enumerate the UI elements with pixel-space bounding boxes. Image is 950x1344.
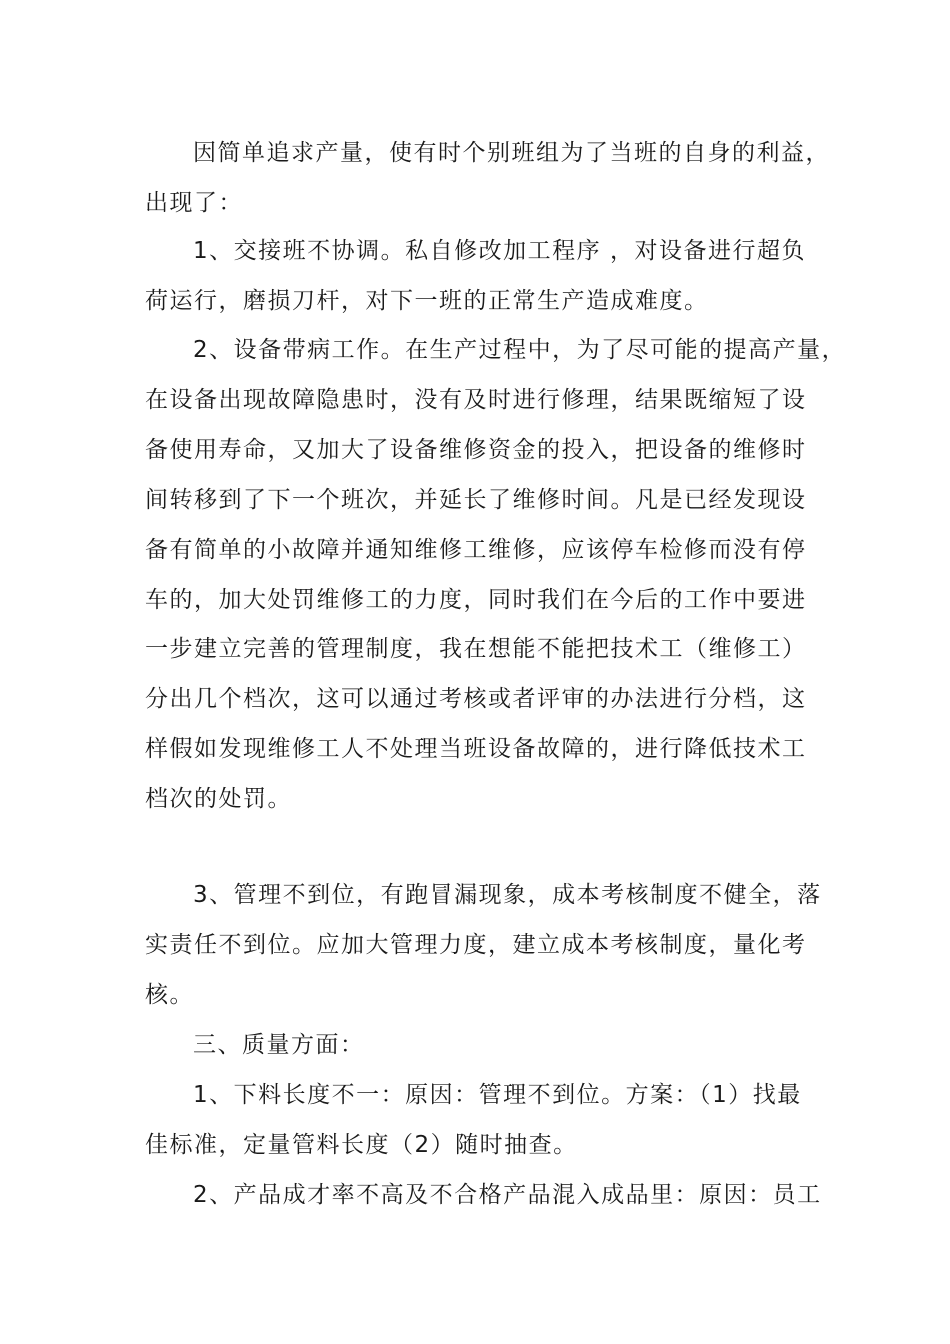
text-line: 2、设备带病工作。在生产过程中，为了尽可能的提高产量， — [193, 337, 847, 363]
text-line: 核。 — [145, 982, 194, 1008]
text-line: 1、交接班不协调。私自修改加工程序 ，对设备进行超负 — [193, 238, 806, 264]
text-line: 车的，加大处罚维修工的力度，同时我们在今后的工作中要进 — [145, 587, 807, 613]
text-line: 在设备出现故障隐患时，没有及时进行修理，结果既缩短了设 — [145, 387, 807, 413]
text-line: 荷运行，磨损刀杆，对下一班的正常生产造成难度。 — [145, 288, 709, 314]
text-line: 3、管理不到位，有跑冒漏现象，成本考核制度不健全，落 — [193, 882, 822, 908]
text-line: 出现了： — [145, 190, 243, 216]
section-heading: 三、质量方面： — [193, 1032, 365, 1058]
text-line: 档次的处罚。 — [145, 786, 292, 812]
text-line: 实责任不到位。应加大管理力度，建立成本考核制度，量化考 — [145, 932, 807, 958]
text-line: 1、下料长度不一：原因：管理不到位。方案：（1）找最 — [193, 1082, 802, 1108]
text-line: 分出几个档次，这可以通过考核或者评审的办法进行分档，这 — [145, 686, 807, 712]
text-line: 因简单追求产量，使有时个别班组为了当班的自身的利益， — [193, 140, 830, 166]
text-line: 备有简单的小故障并通知维修工维修，应该停车检修而没有停 — [145, 537, 807, 563]
text-line: 佳标准，定量管料长度（2）随时抽查。 — [145, 1132, 578, 1158]
text-line: 样假如发现维修工人不处理当班设备故障的，进行降低技术工 — [145, 736, 807, 762]
text-line: 备使用寿命，又加大了设备维修资金的投入，把设备的维修时 — [145, 437, 807, 463]
text-line: 一步建立完善的管理制度，我在想能不能把技术工（维修工） — [145, 636, 807, 662]
text-line: 间转移到了下一个班次，并延长了维修时间。凡是已经发现设 — [145, 487, 807, 513]
text-line: 2、产品成才率不高及不合格产品混入成品里：原因：员工 — [193, 1182, 822, 1208]
